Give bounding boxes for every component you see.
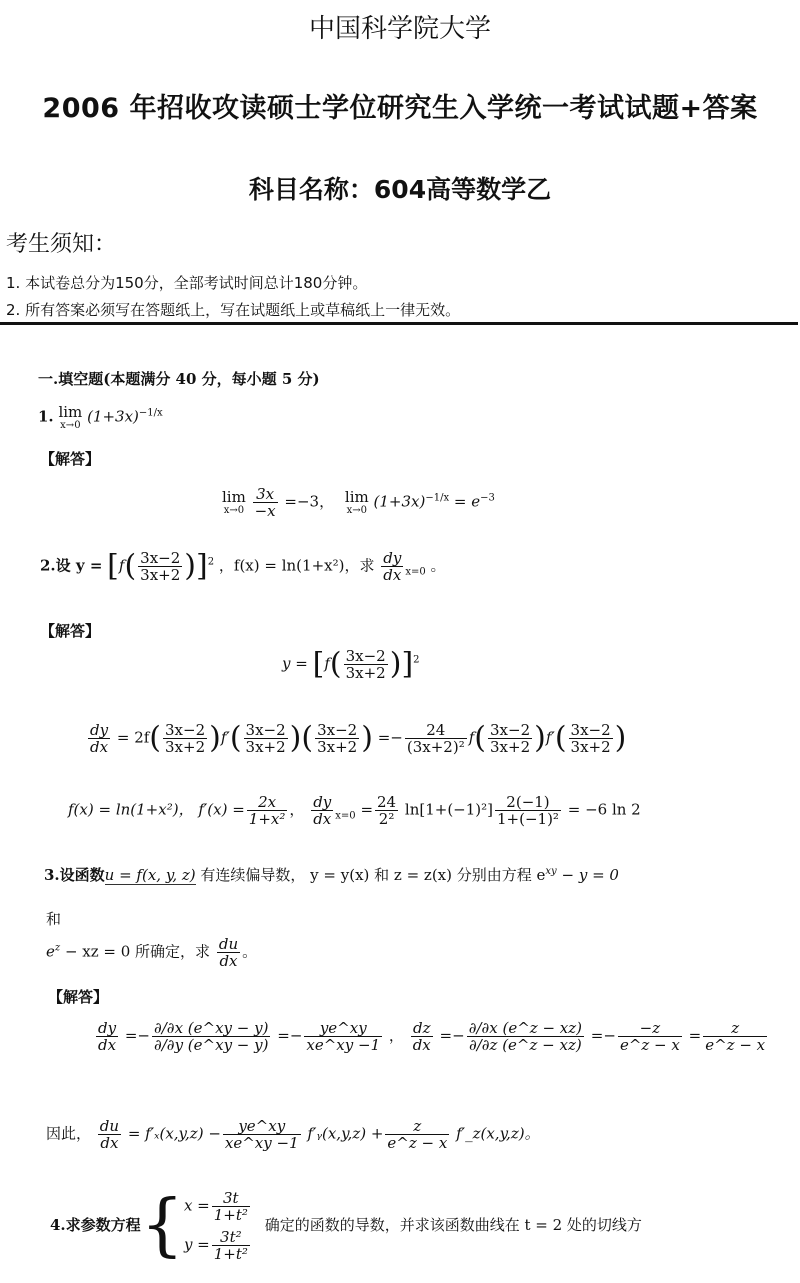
- q3-p1: [152, 1020, 270, 1053]
- q4-y-eq: [184, 1229, 252, 1262]
- q3-a2: =−: [277, 1026, 303, 1045]
- q2-f5-frac: [569, 722, 613, 755]
- q2-l3-ffrac: [247, 794, 288, 827]
- q3-t2: f′ᵧ(x,y,z) +: [307, 1124, 384, 1143]
- q2-dydx-num: dy: [90, 721, 109, 739]
- q3-thus: 因此，: [46, 1124, 92, 1143]
- q1-ans-lim: [222, 489, 246, 516]
- q2-f1-den: 3x+2: [165, 738, 206, 756]
- notice-item-1: 1. 本试卷总分为150分，全部考试时间总计180分钟。: [6, 274, 368, 292]
- q3-p1-den: ∂/∂y (e^xy − y): [154, 1036, 269, 1054]
- q1-ans-a-rest: =−3，: [284, 492, 335, 511]
- q3-dz: dz: [411, 1020, 433, 1037]
- q1-ans-b: (1+3x): [373, 492, 426, 511]
- q3-line3b: − xz = 0 所确定，求: [60, 942, 211, 961]
- q4-x-eq: [184, 1190, 252, 1223]
- q2-dydx: [88, 722, 110, 755]
- q2-tail: ，f(x) = ln(1+x²)，求: [218, 556, 375, 575]
- q2-f2-frac: [244, 722, 288, 755]
- q1-limit: [58, 404, 82, 431]
- q3-a5-den: e^z − x: [705, 1036, 766, 1054]
- q1-number: 1.: [38, 407, 54, 426]
- scanned-answer-sheet: [0, 340, 800, 1283]
- q2-l3-fden: 1+x²: [248, 810, 286, 828]
- q2-eq2-num: 24: [405, 722, 467, 739]
- q1-lim-word: lim: [58, 403, 83, 421]
- q4-x-lhs: x =: [183, 1196, 210, 1215]
- q2-l3-e: = −6 ln 2: [567, 800, 641, 819]
- q2-answer-tag: 【解答】: [40, 622, 101, 640]
- question-1: [38, 404, 163, 431]
- q3-answer-tag: 【解答】: [48, 988, 109, 1006]
- q2-answer-y: y = [f( $\frac{3x-2}{3x+2}$ )]$^2$: [282, 646, 420, 682]
- q3-t-frac1: [223, 1118, 301, 1151]
- q3-t-frac2-num: z: [385, 1118, 449, 1135]
- q2-prefix: 2.设 y =: [40, 556, 103, 575]
- q2-l3-den22: 2²: [378, 810, 395, 828]
- q1-ans-lim2-word: lim: [344, 488, 369, 506]
- q2-dydx-den: dx: [90, 738, 109, 756]
- q1-ans-lim-word: lim: [222, 488, 246, 506]
- q2-l3-at: x=0: [335, 810, 356, 822]
- q4-y-frac: [212, 1229, 250, 1262]
- q3-t3: f′_z(x,y,z)。: [456, 1124, 540, 1143]
- q2-eq2-pre: =−: [377, 728, 403, 747]
- q2-deriv: [381, 550, 403, 583]
- q4-x-frac: [212, 1190, 250, 1223]
- q3-dudx: [217, 936, 240, 969]
- q2-f5-den: 3x+2: [570, 738, 611, 756]
- header-divider: [0, 322, 798, 325]
- q1-ans-b-rest-exp: −3: [480, 492, 495, 504]
- q2-inner-num: 3x−2: [140, 549, 181, 567]
- q3-a5-num: z: [703, 1020, 767, 1037]
- q3-t-dx: dx: [100, 1134, 119, 1152]
- q2-l3-frac2: [495, 794, 561, 827]
- q2-f2-num: 3x−2: [245, 721, 286, 739]
- q3-p2-den: ∂/∂z (e^z − xz): [468, 1036, 582, 1054]
- q4-tail: 确定的函数的导数，并求该函数曲线在 t = 2 处的切线方: [264, 1216, 642, 1234]
- q2-l3-a: f(x) = ln(1+x²)， f′(x) =: [68, 800, 245, 819]
- q2-answer-dydx: $\frac{dy}{dx}$ = 2f( $\frac{3x-2}{3x+2}$ )f′( $\frac{3x-2}{3x+2}$ )( $\frac{3x-2}{3x+2}$ ) =− $\frac{24}{\text{(3x+2)²}}$ f( $\frac{3x-2}{3x+2}$ )f′( $\frac{3x-2}{3x+2}$ ): [90, 720, 627, 756]
- q1-ans-lim2: [345, 489, 369, 516]
- q3-a5-frac: [703, 1020, 767, 1053]
- question-2: 2.设 y = [f( $\frac{3x-2}{3x+2}$ )]$^2$ ，f(x) = ln(1+x²)，求 $\frac{dy}{dx}$ $_{x=0}$ 。: [40, 548, 446, 584]
- q2-l3-dydx: [311, 794, 333, 827]
- q2-inner-den: 3x+2: [140, 566, 181, 584]
- section-heading: 一.填空题(本题满分 40 分，每小题 5 分): [38, 370, 320, 388]
- q3-answer-1: $\frac{dy}{dx}$ =− $\frac{\partial/\partial x (e\^{}xy - y)}{\partial/\partial y (e\^{}xy - y)}$ =− $\frac{ye\^{}xy}{xe\^{}xy -1}$ ， $\frac{dz}{dx}$ =− $\frac{\partial/\partial x (e\^{}z - xz)}{\partial/\partial z (e\^{}z - xz)}$ =− $\frac{-z}{e\^{}z - x}$ = $\frac{z}{e\^{}z - x}$: [98, 1019, 766, 1054]
- q2-f4-den: 3x+2: [490, 738, 531, 756]
- q1-answer: [222, 486, 495, 519]
- q3-line3: [46, 936, 257, 969]
- q2-end: 。: [430, 556, 446, 575]
- question-4: [50, 1186, 642, 1265]
- q2-f4-frac: [488, 722, 532, 755]
- q3-answer-2: [46, 1118, 540, 1151]
- question-3: [44, 864, 619, 885]
- subject-name: 科目名称：604高等数学乙: [248, 175, 552, 204]
- notice-item-2: 2. 所有答案必须写在答题纸上，写在试题纸上或草稿纸上一律无效。: [6, 301, 461, 319]
- q2-l3-d: ln[1+(−1)²]: [404, 800, 493, 819]
- q2-l3-dx: dx: [313, 810, 332, 828]
- q1-lim-sub: x→0: [60, 420, 81, 431]
- q1-ans-frac-den: −x: [254, 502, 276, 520]
- q2-f1-num: 3x−2: [165, 721, 206, 739]
- q3-a1: =−: [124, 1026, 150, 1045]
- q3-t-frac1-num: ye^xy: [223, 1118, 301, 1135]
- q3-du: du: [218, 935, 239, 953]
- q2-at: x=0: [405, 566, 426, 578]
- q2-f1-frac: [163, 722, 207, 755]
- university-name: 中国科学院大学: [308, 14, 491, 44]
- q2-l3-frac24: [375, 794, 398, 827]
- q3-line1b: 有连续偏导数， y = y(x) 和 z = z(x) 分别由方程 e: [200, 866, 546, 884]
- q3-t-frac2-den: e^z − x: [387, 1134, 448, 1152]
- q3-func: u = f(x, y, z): [104, 866, 196, 884]
- q2-answer-line3: [68, 794, 641, 827]
- q3-dx: dx: [219, 952, 238, 970]
- q2-l3-den2: 1+(−1)²: [497, 810, 559, 828]
- q3-t-dudx: [98, 1118, 121, 1151]
- q2-f3-frac: [315, 722, 359, 755]
- q4-y-num: 3t²: [212, 1229, 250, 1246]
- q4-x-num: 3t: [212, 1190, 250, 1207]
- q4-y-den: 1+t²: [213, 1245, 248, 1263]
- q3-a5: =: [688, 1026, 702, 1045]
- q3-a4-num: −z: [618, 1020, 682, 1037]
- notice-title: 考生须知：: [6, 232, 117, 257]
- q3-and: 和: [46, 910, 62, 928]
- q3-a2-num: ye^xy: [304, 1020, 382, 1037]
- q2-deriv-den: dx: [383, 566, 402, 584]
- q2-y-frac: [344, 648, 388, 681]
- q3-dzdx-den: dx: [412, 1036, 431, 1054]
- q3-t-du: du: [99, 1117, 120, 1135]
- q3-line1: 3.设函数: [44, 866, 105, 884]
- q3-line3c: 。: [242, 942, 258, 961]
- q2-l3-b: ，: [289, 800, 305, 819]
- q3-a-dx: dx: [98, 1036, 117, 1054]
- q3-t1: = f′ₓ(x,y,z) −: [127, 1124, 221, 1143]
- q1-answer-tag: 【解答】: [40, 450, 101, 468]
- q2-eq2-den: (3x+2)²: [406, 738, 465, 756]
- q3-a2-den: xe^xy −1: [306, 1036, 381, 1054]
- q2-l3-dy: dy: [313, 793, 332, 811]
- q4-system: [184, 1190, 252, 1262]
- q2-y-lhs: y =: [282, 654, 308, 673]
- q2-l3-num24: 24: [377, 793, 397, 811]
- q3-a2-frac: [304, 1020, 382, 1053]
- q1-exponent: −1/x: [138, 407, 163, 419]
- q3-a4: =−: [590, 1026, 616, 1045]
- q4-brace: {: [140, 1186, 184, 1265]
- q3-t-frac2: [385, 1118, 449, 1151]
- q1-ans-frac-num: 3x: [253, 486, 278, 503]
- q1-ans-lim-sub: x→0: [223, 505, 245, 516]
- q1-ans-frac: [253, 486, 278, 519]
- q2-deriv-num: dy: [383, 549, 402, 567]
- q3-a3: =−: [439, 1026, 465, 1045]
- q2-f4-num: 3x−2: [490, 721, 531, 739]
- q2-l3-c: =: [360, 800, 374, 819]
- q1-ans-b-exp: −1/x: [425, 492, 450, 504]
- q2-l3-fnum: 2x: [247, 794, 288, 811]
- q3-p2-num: ∂/∂x (e^z − xz): [468, 1019, 583, 1037]
- q3-exp-z: z: [54, 942, 61, 954]
- q2-f3-num: 3x−2: [317, 721, 358, 739]
- q2-f2-den: 3x+2: [245, 738, 286, 756]
- q2-l3-num2: 2(−1): [495, 794, 561, 811]
- q1-body: (1+3x): [87, 407, 139, 426]
- q2-eq2-frac: [405, 722, 467, 755]
- q3-t-frac1-den: xe^xy −1: [224, 1134, 299, 1152]
- q2-inner-frac: [138, 550, 182, 583]
- q2-y-den: 3x+2: [345, 664, 386, 682]
- q2-f5-num: 3x−2: [570, 721, 611, 739]
- q3-exp-xy: xy: [545, 866, 557, 877]
- q1-ans-b-rest: = e: [453, 492, 481, 511]
- q2-bracket-open: [: [107, 548, 119, 584]
- q3-p2: [467, 1020, 584, 1053]
- q1-ans-lim2-sub: x→0: [346, 505, 367, 516]
- q2-dydx-mid: = 2f: [116, 728, 150, 747]
- q3-line1c: − y = 0: [561, 866, 619, 884]
- q3-p1-num: ∂/∂x (e^xy − y): [152, 1020, 270, 1037]
- q3-a-dydx: [96, 1020, 118, 1053]
- q3-dzdx: [411, 1020, 433, 1053]
- q4-x-den: 1+t²: [213, 1206, 248, 1224]
- q3-a-dy: dy: [98, 1019, 117, 1037]
- q2-f3-den: 3x+2: [317, 738, 358, 756]
- q3-line3a: e: [46, 942, 55, 961]
- q4-y-lhs: y =: [183, 1235, 210, 1254]
- q4-prefix: 4.求参数方程: [50, 1216, 141, 1234]
- q3-a4-frac: [618, 1020, 682, 1053]
- q2-y-num: 3x−2: [345, 647, 386, 665]
- q3-a4-den: e^z − x: [619, 1036, 680, 1054]
- exam-title: 2006 年招收攻读硕士学位研究生入学统一考试试题+答案: [42, 93, 758, 124]
